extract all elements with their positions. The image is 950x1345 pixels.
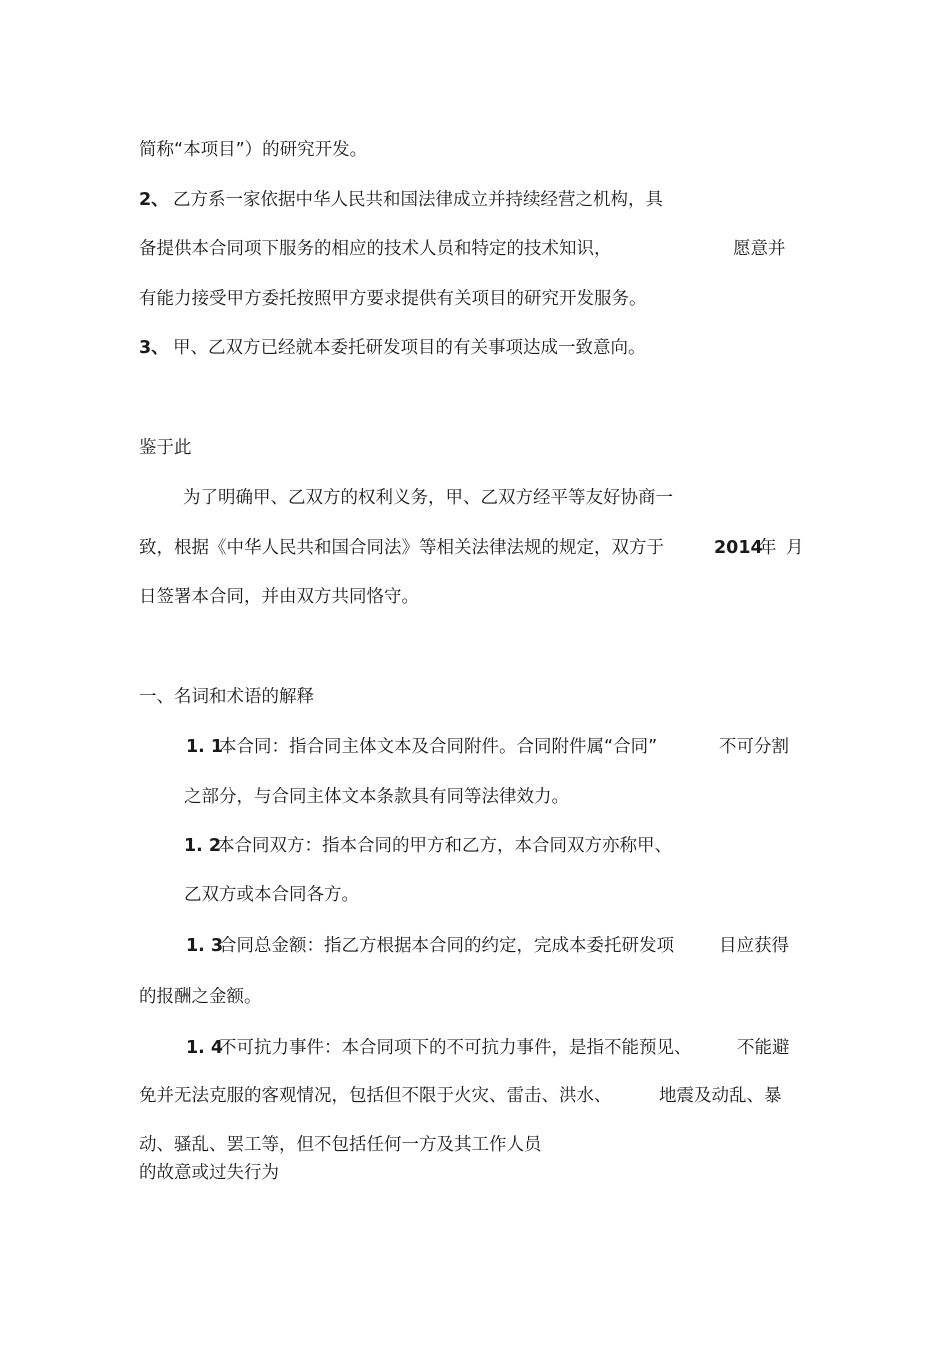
item-2-number: 2、 xyxy=(139,190,169,210)
item-3-line-1: 甲、乙双方已经就本委托研发项目的有关事项达成一致意向。 xyxy=(173,338,646,358)
def-1-4-line-2-tail: 地震及动乱、暴 xyxy=(659,1086,782,1106)
def-1-4-line-3: 动、骚乱、罢工等，但不包括任何一方及其工作人员 xyxy=(139,1135,542,1155)
def-1-3-line-1: 合同总金额：指乙方根据本合同的约定，完成本委托研发项 xyxy=(219,936,674,956)
def-1-4-line-1-tail: 不能避 xyxy=(737,1038,790,1058)
def-1-1-number: 1. 1 xyxy=(186,737,224,757)
purpose-month-label: 月 xyxy=(786,538,804,558)
purpose-line-1: 为了明确甲、乙双方的权利义务，甲、乙双方经平等友好协商一 xyxy=(183,488,673,508)
def-1-1-line-1: 本合同：指合同主体文本及合同附件。合同附件属“合同” xyxy=(219,737,658,757)
def-1-3-line-2: 的报酬之金额。 xyxy=(139,987,262,1007)
item-2-line-2-tail: 愿意并 xyxy=(733,239,786,259)
def-1-2-line-1: 本合同双方：指本合同的甲方和乙方，本合同双方亦称甲、 xyxy=(217,836,672,856)
def-1-2-line-2: 乙双方或本合同各方。 xyxy=(184,885,359,905)
purpose-year-label: 年 xyxy=(759,538,777,558)
item-2-line-1: 乙方系一家依据中华人民共和国法律成立并持续经营之机构，具 xyxy=(173,190,663,210)
def-1-2-number: 1. 2 xyxy=(184,836,222,856)
item-2-line-2: 备提供本合同项下服务的相应的技术人员和特定的技术知识， xyxy=(139,239,612,259)
def-1-1-line-1-tail: 不可分割 xyxy=(719,737,789,757)
purpose-line-2: 致，根据《中华人民共和国合同法》等相关法律法规的规定，双方于 xyxy=(139,538,664,558)
whereas-heading: 鉴于此 xyxy=(139,438,192,458)
def-1-3-number: 1. 3 xyxy=(186,936,224,956)
def-1-4-number: 1. 4 xyxy=(186,1038,224,1058)
def-1-4-line-4: 的故意或过失行为 xyxy=(139,1163,279,1183)
def-1-4-line-1: 不可抗力事件：本合同项下的不可抗力事件，是指不能预见、 xyxy=(219,1038,692,1058)
item-3-number: 3、 xyxy=(139,338,169,358)
purpose-year: 2014 xyxy=(714,538,763,558)
item-2-line-3: 有能力接受甲方委托按照甲方要求提供有关项目的研究开发服务。 xyxy=(139,289,647,309)
section-1-title: 一、名词和术语的解释 xyxy=(139,687,314,707)
def-1-4-line-2: 免并无法克服的客观情况，包括但不限于火灾、雷击、洪水、 xyxy=(139,1086,612,1106)
def-1-1-line-2: 之部分，与合同主体文本条款具有同等法律效力。 xyxy=(184,787,569,807)
purpose-line-3: 日签署本合同，并由双方共同恪守。 xyxy=(139,587,419,607)
def-1-3-line-1-tail: 目应获得 xyxy=(719,936,789,956)
intro-tail-text: 简称“本项目”）的研究开发。 xyxy=(139,140,368,160)
